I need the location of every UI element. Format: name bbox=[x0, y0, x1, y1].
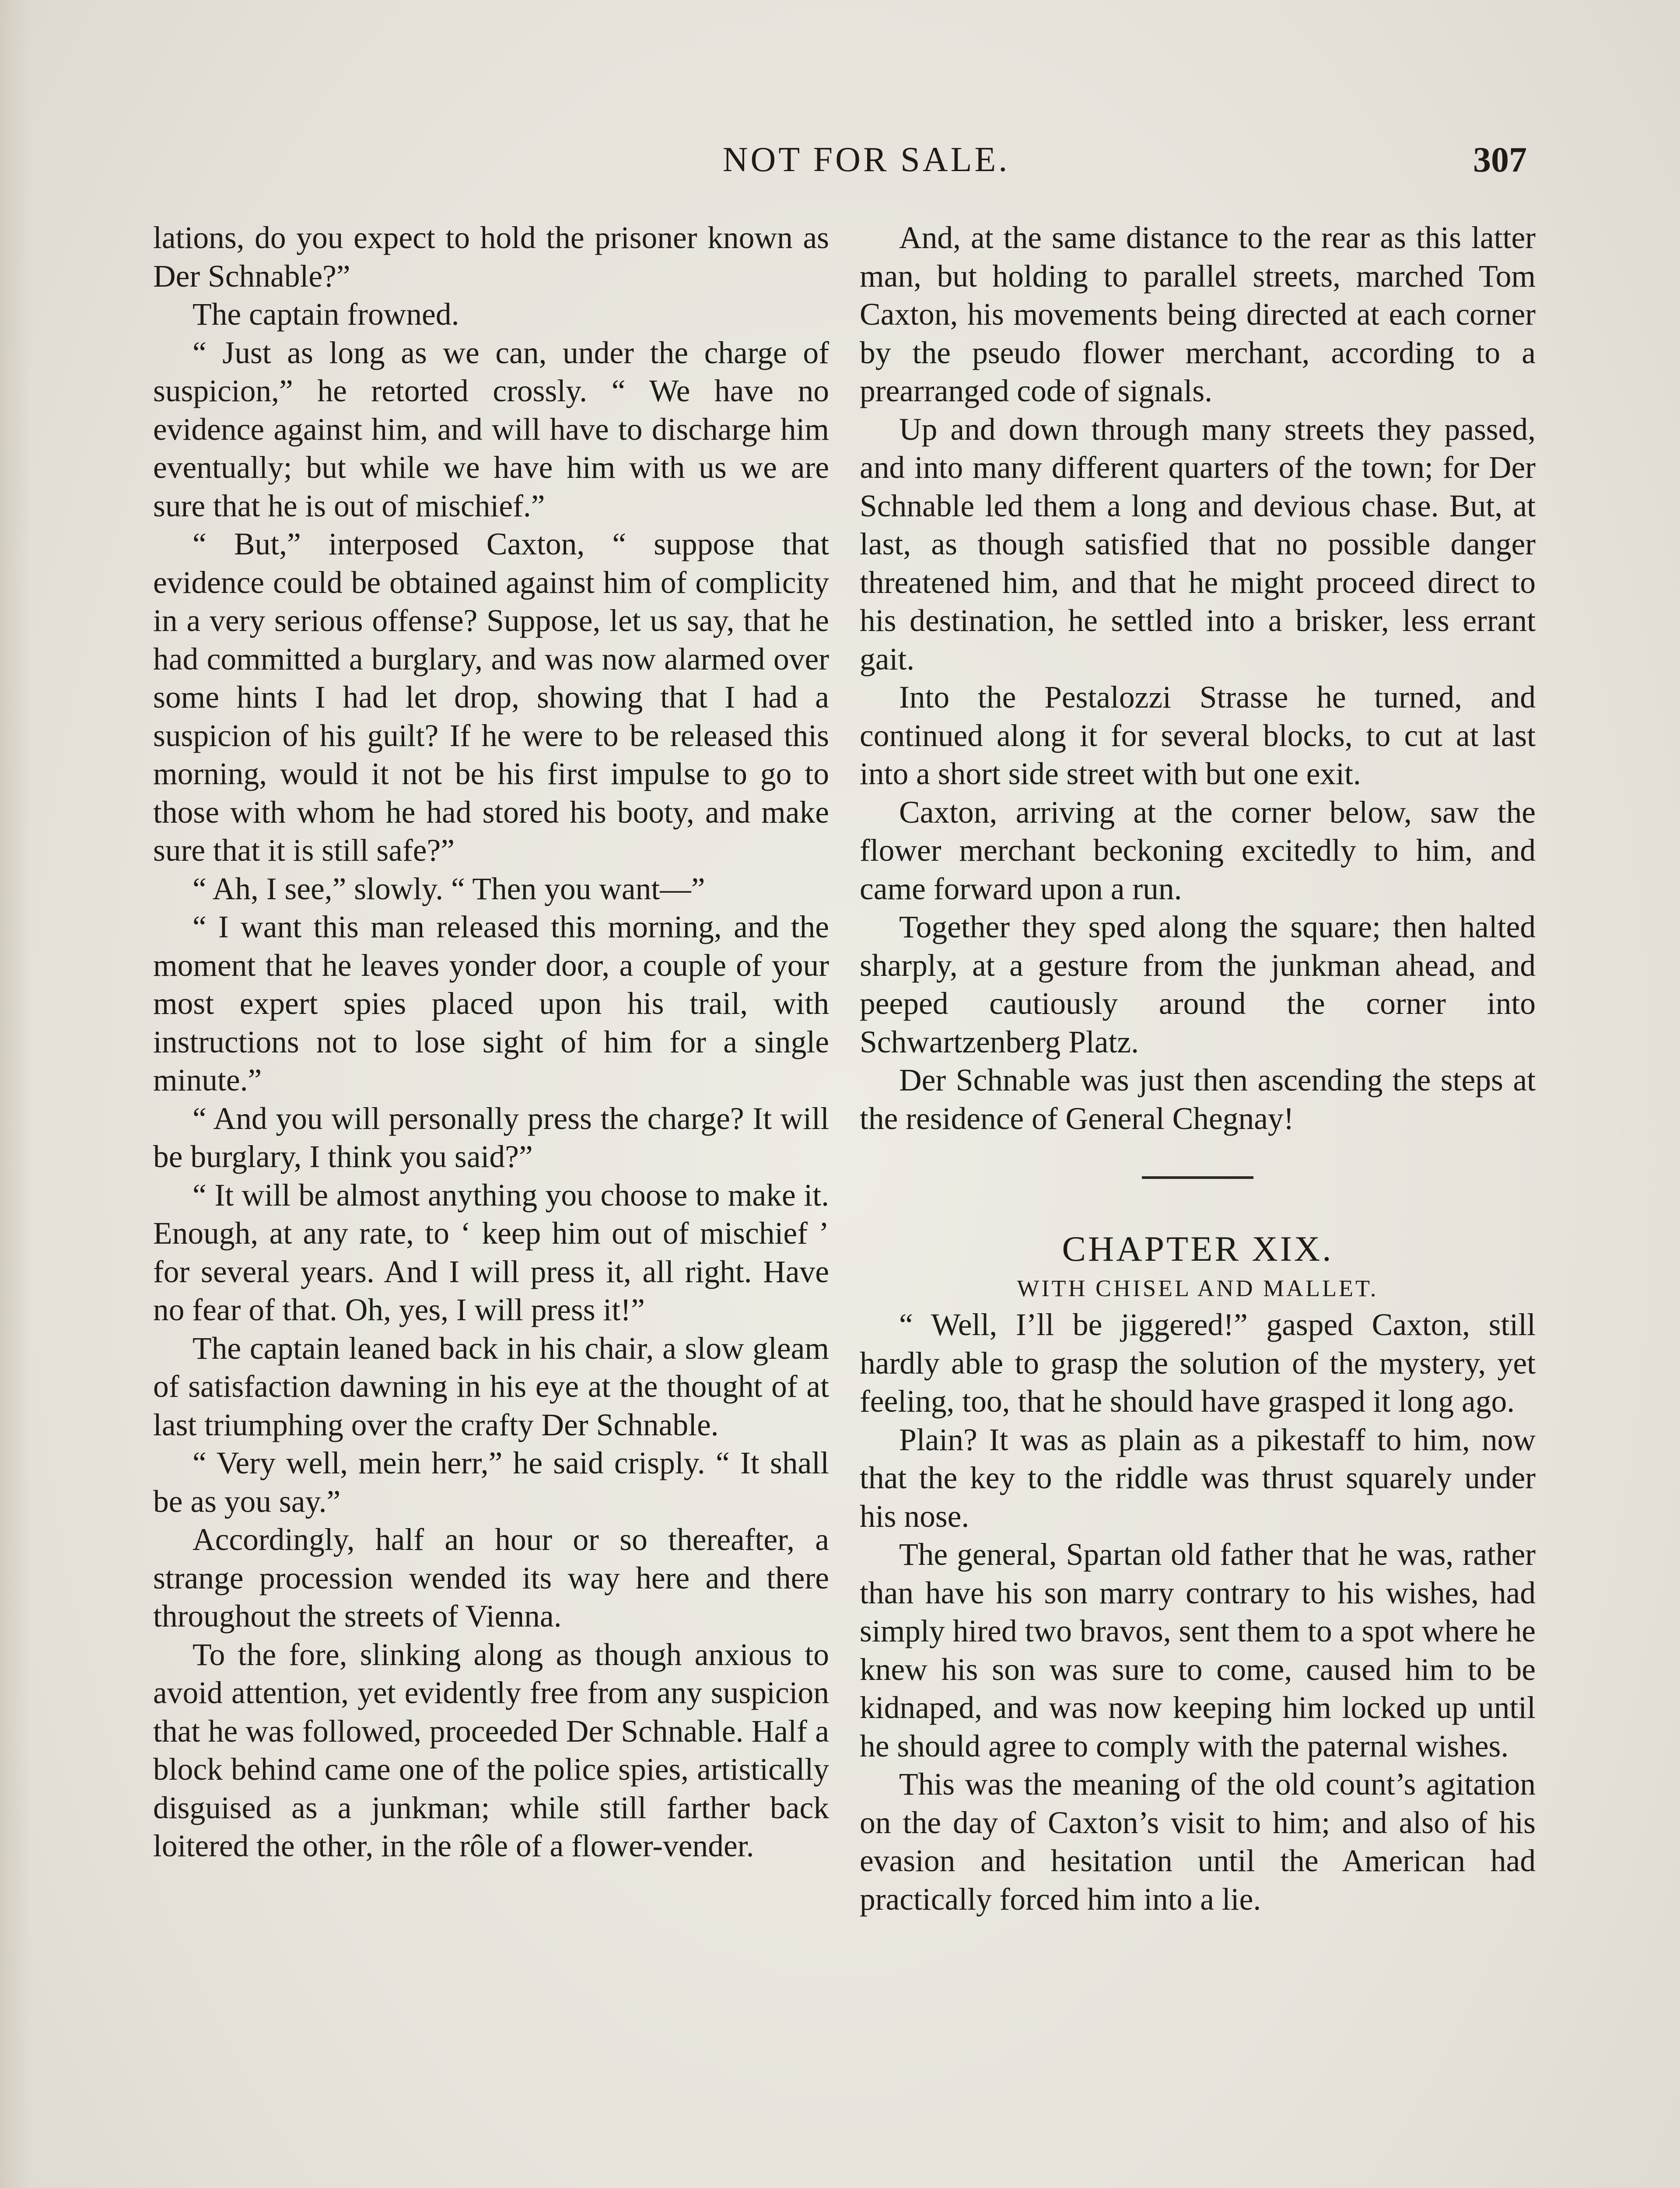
chapter-subtitle: WITH CHISEL AND MALLET. bbox=[1017, 1275, 1379, 1301]
paragraph: The captain leaned back in his chair, a slow gleam of satisfaction dawning in his eye at the thought of at last triumphing over the crafty Der Schnable. bbox=[153, 1331, 829, 1442]
paragraph: Plain? It was as plain as a pikestaff to him, now that the key to the riddle was thrust squarely under his nose. bbox=[860, 1422, 1536, 1534]
running-title: NOT FOR SALE. bbox=[722, 140, 1010, 179]
section-divider bbox=[1142, 1176, 1253, 1179]
paragraph: Accordingly, half an hour or so thereafter, a strange procession wended its way here and there throughout the streets of Vienna. bbox=[153, 1522, 829, 1634]
paragraph: “ Very well, mein herr,” he said crisply. “ It shall be as you say.” bbox=[153, 1446, 829, 1519]
paragraph: “ Well, I’ll be jiggered!” gasped Caxton, still hardly able to grasp the solution of the mystery, yet feeling, too, that he should have grasped it long ago. bbox=[860, 1308, 1536, 1419]
paragraph: And, at the same distance to the rear as this latter man, but holding to parallel streets, marched Tom Caxton, his movements being directed at each corner by the pseudo flower merchant, according to a prearranged code of signals. bbox=[860, 221, 1536, 408]
paragraph: Der Schnable was just then ascending the steps at the residence of General Chegnay! bbox=[860, 1063, 1536, 1136]
paragraph: Up and down through many streets they passed, and into many different quarters of the town; for Der Schnable led them a long and devious chase. But, at last, as though satisfied that no possible danger threatened him, and that he might proceed direct to his destination, he settled into a brisker, less errant gait. bbox=[860, 412, 1536, 677]
paragraph: “ It will be almost anything you choose to make it. Enough, at any rate, to ‘ keep him out of mischief ’ for several years. And I will press it, all right. Have no fear of that. Oh, yes, I will press it!” bbox=[153, 1178, 829, 1327]
left-column bbox=[153, 219, 829, 1865]
paragraph: lations, do you expect to hold the prisoner known as Der Schnable?” bbox=[153, 221, 829, 294]
paragraph: “ Just as long as we can, under the charge of suspicion,” he retorted crossly. “ We have no evidence against him, and will have to discharge him eventually; but while we have him with us we are sure that he is out of mischief.” bbox=[153, 335, 829, 523]
chapter-title: CHAPTER XIX. bbox=[1062, 1229, 1334, 1269]
paragraph: “ But,” interposed Caxton, “ suppose that evidence could be obtained against him of complicity in a very serious offense? Suppose, let us say, that he had committed a burglary, and was now alarmed over some hints I had let drop, showing that I had a suspicion of his guilt? If he were to be released this morning, would it not be his first impulse to go to those with whom he had stored his booty, and make sure that it is still safe?” bbox=[153, 527, 829, 868]
paragraph: “ I want this man released this morning, and the moment that he leaves yonder door, a couple of your most expert spies placed upon his trail, with instructions not to lose sight of him for a single minute.” bbox=[153, 910, 829, 1098]
paragraph: “ Ah, I see,” slowly. “ Then you want—” bbox=[192, 871, 705, 906]
paragraph: To the fore, slinking along as though anxious to avoid attention, yet evidently free from any suspicion that he was followed, proceeded Der Schnable. Half a block behind came one of the police spies, artistically disguised as a junkman; while still farther back loitered the other, in the rôle of a flower-vender. bbox=[153, 1637, 829, 1863]
paragraph: The captain frowned. bbox=[192, 297, 459, 332]
page-number: 307 bbox=[1473, 140, 1527, 179]
paragraph: The general, Spartan old father that he was, rather than have his son marry contrary to his wishes, had simply hired two bravos, sent them to a spot where he knew his son was sure to come, caused him to be kidnaped, and was now keeping him locked up until he should agree to comply with the paternal wishes. bbox=[860, 1537, 1536, 1764]
paragraph: Into the Pestalozzi Strasse he turned, and continued along it for several blocks, to cut at last into a short side street with but one exit. bbox=[860, 680, 1536, 791]
paragraph: This was the meaning of the old count’s agitation on the day of Caxton’s visit to him; and also of his evasion and hesitation until the American had practically forced him into a lie. bbox=[860, 1767, 1536, 1917]
right-column bbox=[860, 219, 1536, 1918]
paragraph: Caxton, arriving at the corner below, saw the flower merchant beckoning excitedly to him, and came forward upon a run. bbox=[860, 795, 1536, 906]
paragraph: Together they sped along the square; then halted sharply, at a gesture from the junkman ahead, and peeped cautiously around the corner into Schwartzenberg Platz. bbox=[860, 910, 1536, 1059]
paragraph: “ And you will personally press the charge? It will be burglary, I think you said?” bbox=[153, 1101, 829, 1174]
